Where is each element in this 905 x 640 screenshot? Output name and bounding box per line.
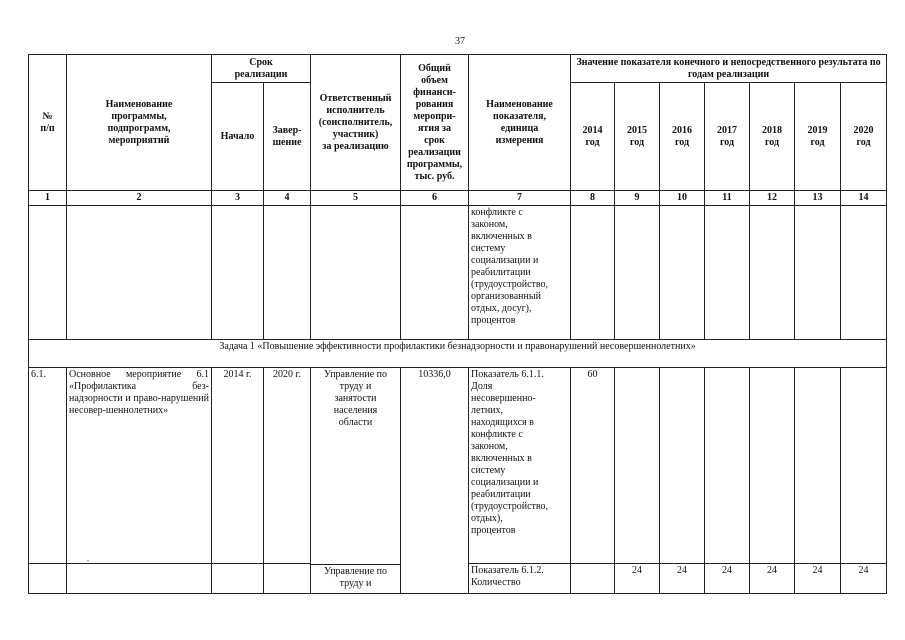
header-name: Наименование программы, подпрограмм, мероприятий bbox=[67, 55, 212, 191]
value-cell bbox=[660, 368, 705, 564]
end-year: 2020 г. bbox=[264, 368, 311, 564]
value-cell bbox=[571, 564, 615, 594]
stray-mark: . bbox=[87, 554, 89, 563]
value-cell: 60 bbox=[571, 368, 615, 564]
column-number: 13 bbox=[795, 191, 841, 206]
column-number: 10 bbox=[660, 191, 705, 206]
header-year: 2018 год bbox=[750, 83, 795, 191]
page-number: 37 bbox=[455, 36, 465, 47]
header-year: 2015 год bbox=[615, 83, 660, 191]
header-num: № п/п bbox=[29, 55, 67, 191]
header-term: Срок реализации bbox=[212, 55, 311, 83]
value-cell: 24 bbox=[841, 564, 887, 594]
indicator-cell: Показатель 6.1.2. Количество bbox=[469, 564, 571, 594]
column-number: 2 bbox=[67, 191, 212, 206]
value-cell bbox=[750, 368, 795, 564]
column-number: 7 bbox=[469, 191, 571, 206]
indicator-cell: Показатель 6.1.1. Доля несовершенно- летних, находящихся в конфликте с законом, включенных в систему социализации и реабилитации (трудоустройство, отдых), процентов bbox=[469, 368, 571, 564]
header-year: 2016 год bbox=[660, 83, 705, 191]
column-number: 5 bbox=[311, 191, 401, 206]
value-cell bbox=[705, 368, 750, 564]
program-table bbox=[28, 54, 887, 594]
column-number: 4 bbox=[264, 191, 311, 206]
header-indicator: Наименование показателя, единица измерения bbox=[469, 55, 571, 191]
column-number: 3 bbox=[212, 191, 264, 206]
header-year: 2014 год bbox=[571, 83, 615, 191]
value-cell bbox=[615, 368, 660, 564]
column-number: 8 bbox=[571, 191, 615, 206]
start-year: 2014 г. bbox=[212, 368, 264, 564]
header-funding: Общий объем финанси- рования меропри- ятия за срок реализации программы, тыс. руб. bbox=[401, 55, 469, 191]
value-cell: 24 bbox=[750, 564, 795, 594]
header-responsible: Ответственный исполнитель (соисполнитель, участник) за реализацию bbox=[311, 55, 401, 191]
funding-amount: 10336,0 bbox=[401, 368, 469, 594]
header-year: 2017 год bbox=[705, 83, 750, 191]
column-number: 11 bbox=[705, 191, 750, 206]
task-heading: Задача 1 «Повышение эффективности профилактики безнадзорности и правонарушений несовершеннолетних» bbox=[29, 340, 887, 368]
value-cell: 24 bbox=[795, 564, 841, 594]
header-end: Завер- шение bbox=[264, 83, 311, 191]
value-cell bbox=[841, 368, 887, 564]
value-cell: 24 bbox=[615, 564, 660, 594]
value-cell bbox=[795, 368, 841, 564]
value-cell: 24 bbox=[660, 564, 705, 594]
header-values-group: Значение показателя конечного и непосредственного результата по годам реализации bbox=[571, 55, 887, 83]
value-cell: 24 bbox=[705, 564, 750, 594]
column-number: 9 bbox=[615, 191, 660, 206]
column-number: 1 bbox=[29, 191, 67, 206]
responsible-text: Управление по труду и занятости населения области bbox=[324, 369, 388, 428]
header-start: Начало bbox=[212, 83, 264, 191]
indicator-cell: конфликте с законом, включенных в систему социализации и реабилитации (трудоустройство, организованный отдых, досуг), процентов bbox=[469, 206, 571, 340]
column-number: 12 bbox=[750, 191, 795, 206]
responsible-text: Управление по труду и bbox=[311, 564, 400, 591]
column-number: 14 bbox=[841, 191, 887, 206]
header-year: 2020 год bbox=[841, 83, 887, 191]
row-num: 6.1. bbox=[29, 368, 67, 564]
responsible-executor bbox=[311, 368, 401, 594]
header-year: 2019 год bbox=[795, 83, 841, 191]
continuation-row bbox=[29, 206, 887, 340]
measure-name: Основное мероприятие 6.1 «Профилактика без-надзорности и право-нарушений несовер-шеннолетних» bbox=[67, 368, 212, 564]
column-number: 6 bbox=[401, 191, 469, 206]
table-row bbox=[29, 368, 887, 564]
